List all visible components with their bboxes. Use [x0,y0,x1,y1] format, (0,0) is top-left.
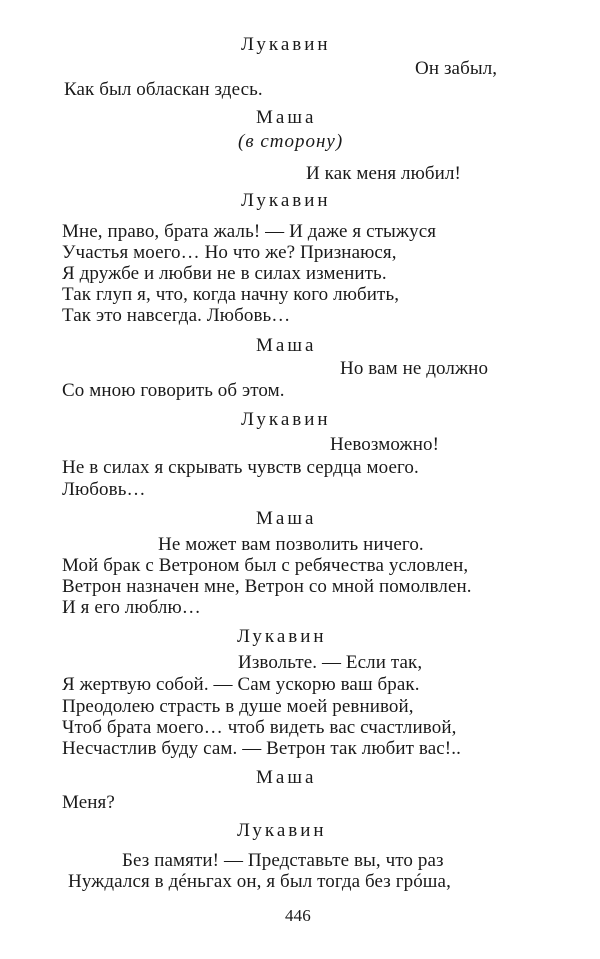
speaker-name: Лукавин [237,820,327,841]
verse-line: Он забыл, [415,58,498,79]
verse-line: Так это навсегда. Любовь… [62,305,291,326]
verse-line: Невозможно! [330,434,440,455]
speaker-name: Лукавин [241,409,331,430]
speaker-name: Лукавин [237,626,327,647]
verse-line: Я дружбе и любви не в силах изменить. [62,263,387,284]
verse-line: Извольте. — Если так, [238,652,423,673]
speaker-name: Маша [256,107,317,128]
verse-line: И как меня любил! [306,163,461,184]
verse-line: Без памяти! — Представьте вы, что раз [122,850,444,871]
verse-line: Не в силах я скрывать чувств сердца моего. [62,457,419,478]
verse-line: Мой брак с Ветроном был с ребячества условлен, [62,555,469,576]
verse-line: Я жертвую собой. — Сам ускорю ваш брак. [62,674,420,695]
verse-line: Чтоб брата моего… чтоб видеть вас счастливой, [62,717,457,738]
stage-direction: (в сторону) [238,131,344,152]
speaker-name: Лукавин [241,34,331,55]
verse-line: Со мною говорить об этом. [62,380,285,401]
speaker-name: Маша [256,508,317,529]
verse-line: Участья моего… Но что же? Признаюся, [62,242,397,263]
speaker-name: Маша [256,767,317,788]
verse-line: Так глуп я, что, когда начну кого любить, [62,284,400,305]
verse-line: Меня? [62,792,115,813]
verse-line: И я его люблю… [62,597,201,618]
verse-line: Несчастлив буду сам. — Ветрон так любит вас!.. [62,738,461,759]
verse-line: Любовь… [62,479,146,500]
page-number: 446 [285,906,311,925]
verse-line: Мне, право, брата жаль! — И даже я стыжуся [62,221,437,242]
verse-line: Но вам не должно [340,358,489,379]
verse-line: Нуждался в дéньгах он, я был тогда без грóша, [68,871,451,892]
verse-line: Не может вам позволить ничего. [158,534,424,555]
speaker-name: Лукавин [241,190,331,211]
verse-line: Преодолею страсть в душе моей ревнивой, [62,696,414,717]
verse-line: Ветрон назначен мне, Ветрон со мной помолвлен. [62,576,472,597]
speaker-name: Маша [256,335,317,356]
verse-line: Как был обласкан здесь. [64,79,263,100]
